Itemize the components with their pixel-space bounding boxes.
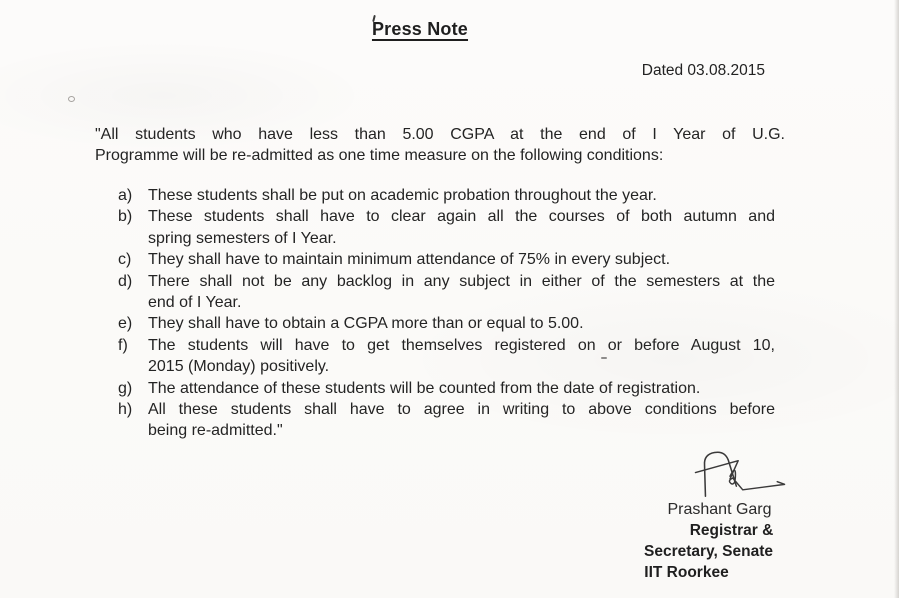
condition-text xyxy=(148,399,775,442)
condition-item xyxy=(118,271,775,314)
scan-speck xyxy=(68,96,75,102)
condition-item xyxy=(118,185,775,206)
signatory-title-line: Secretary, Senate xyxy=(644,543,773,560)
condition-item xyxy=(118,249,775,270)
condition-text xyxy=(148,378,775,399)
condition-marker: a) xyxy=(118,187,133,204)
signature-icon xyxy=(690,448,790,498)
condition-item xyxy=(118,206,775,249)
conditions-list xyxy=(118,185,775,442)
condition-line: They shall have to obtain a CGPA more than or equal to 5.00. xyxy=(148,315,584,333)
condition-line: All these students shall have to agree in writing to above conditions before xyxy=(148,401,775,419)
condition-marker: h) xyxy=(118,401,133,419)
condition-line: There shall not be any backlog in any subject in either of the semesters at the xyxy=(148,272,775,290)
condition-marker: b) xyxy=(118,208,133,226)
intro-line: "All students who have less than 5.00 CGPA at the end of I Year of U.G. xyxy=(95,126,785,143)
scan-edge-artifact xyxy=(894,0,899,598)
condition-item xyxy=(118,378,775,399)
condition-marker: g) xyxy=(118,379,133,397)
condition-line: 2015 (Monday) positively. xyxy=(148,358,330,376)
condition-text xyxy=(148,206,775,249)
intro-line: Programme will be re-admitted as one time measure on the following conditions: xyxy=(95,147,664,165)
condition-line: being re-admitted." xyxy=(148,422,283,440)
condition-line: These students shall be put on academic probation throughout the year. xyxy=(148,187,657,204)
condition-item xyxy=(118,313,775,334)
condition-text xyxy=(148,313,775,334)
document-title: Press Note xyxy=(371,19,469,39)
condition-item xyxy=(118,335,775,378)
condition-text xyxy=(148,335,775,378)
condition-marker: c) xyxy=(118,251,132,269)
condition-line: The students will have to get themselves registered on or before August 10, xyxy=(148,336,775,354)
condition-text xyxy=(148,249,775,270)
condition-line: They shall have to maintain minimum attendance of 75% in every subject. xyxy=(148,251,671,269)
condition-text xyxy=(148,185,775,206)
signature-block xyxy=(628,448,793,583)
intro-paragraph xyxy=(95,124,785,167)
signatory-title-line: IIT Roorkee xyxy=(644,564,729,581)
condition-line: These students shall have to clear again all the courses of both autumn and xyxy=(148,208,775,226)
condition-text xyxy=(148,271,775,314)
date-line: Dated 03.08.2015 xyxy=(641,62,765,79)
signatory-title-line: Registrar & xyxy=(689,522,774,539)
condition-marker: f) xyxy=(118,336,128,354)
condition-marker: e) xyxy=(118,315,133,333)
condition-marker: d) xyxy=(118,272,133,290)
condition-line: spring semesters of I Year. xyxy=(148,229,337,247)
condition-line: The attendance of these students will be counted from the date of registration. xyxy=(148,379,701,397)
signatory-name: Prashant Garg xyxy=(667,501,772,518)
condition-line: end of I Year. xyxy=(148,294,242,312)
condition-item xyxy=(118,399,775,442)
